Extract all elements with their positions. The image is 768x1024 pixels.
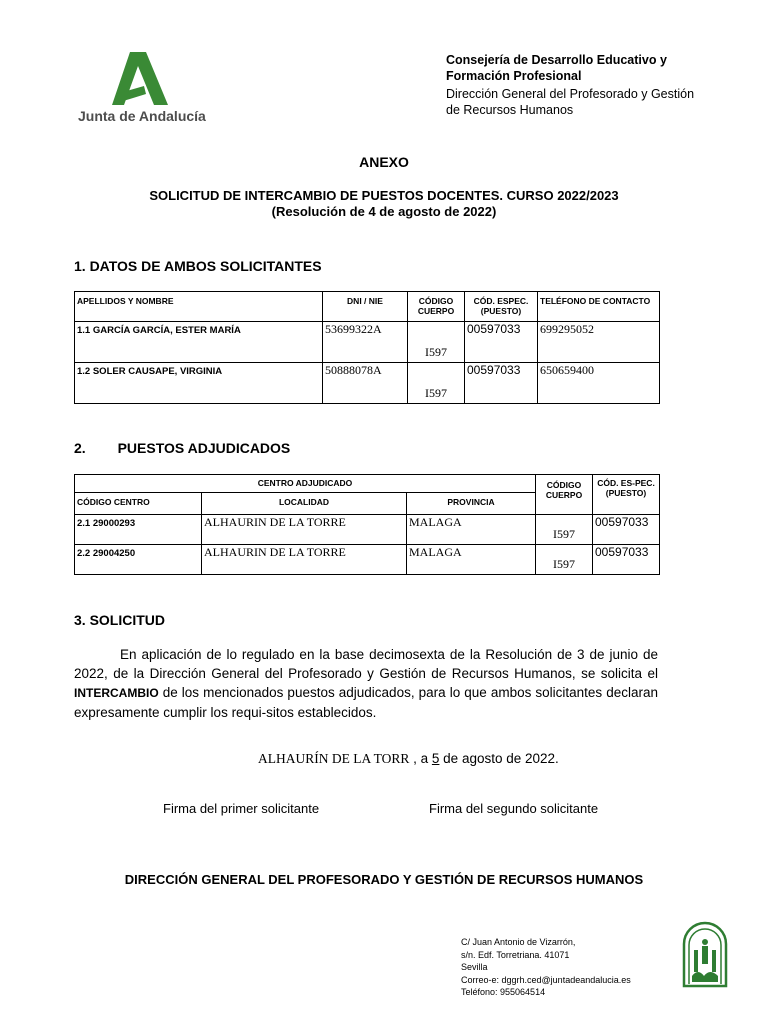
centre-cuerpo: I597 [536,515,593,545]
applicant-cuerpo: I597 [408,322,465,363]
applicant-dni: 53699322A [323,322,408,363]
centre-province: MALAGA [407,515,536,545]
col-header: PROVINCIA [407,493,536,515]
section2-title: PUESTOS ADJUDICADOS [117,440,291,456]
annex-title: ANEXO [359,154,409,170]
first-signature-label: Firma del primer solicitante [163,801,320,816]
centre-locality: ALHAURIN DE LA TORRE [202,515,407,545]
col-header: CÓDIGO CUERPO [536,475,593,515]
centre-cuerpo: I597 [536,545,593,575]
col-header: APELLIDOS Y NOMBRE [75,292,323,322]
org-header [446,52,694,118]
col-header: CÓD. ESPEC. (PUESTO) [465,292,538,322]
applicants-table [74,291,660,404]
org-line2: Formación Profesional [446,69,582,83]
group-header: CENTRO ADJUDICADO [75,475,536,493]
request-text-before: En aplicación de lo regulado en la base decimosexta de la Resolución de 3 de junio de 2022, de la Dirección General del Profesorado y Gestión de Recursos Humanos, se solicita el [74,647,658,681]
table-row [75,545,660,575]
col-header: TELÉFONO DE CONTACTO [538,292,660,322]
andalucia-seal-icon [680,920,730,988]
address-line: Sevilla [461,962,488,972]
table-row [75,363,660,404]
section2-heading [74,440,290,456]
table-header-row [75,475,660,493]
col-header: LOCALIDAD [202,493,407,515]
logo-text: Junta de Andalucía [78,108,206,124]
applicant-phone: 699295052 [538,322,660,363]
request-title-line2: (Resolución de 4 de agosto de 2022) [271,204,497,219]
table-row [75,515,660,545]
centre-province: MALAGA [407,545,536,575]
request-title [0,188,768,220]
section1-heading: 1. DATOS DE AMBOS SOLICITANTES [74,258,322,274]
centre-locality: ALHAURIN DE LA TORRE [202,545,407,575]
table-row [75,322,660,363]
centre-code: 2.2 29004250 [75,545,202,575]
col-header: CÓDIGO CUERPO [408,292,465,322]
applicant-espec: 00597033 [465,363,538,404]
applicant-cuerpo: I597 [408,363,465,404]
place-name: ALHAURÍN DE LA TORR [258,751,410,766]
centre-espec: 00597033 [593,515,660,545]
second-signature-label: Firma del segundo solicitante [429,801,599,816]
section3-heading: 3. SOLICITUD [74,612,166,628]
centre-espec: 00597033 [593,545,660,575]
dept-line1: Dirección General del Profesorado y Gestión [446,87,695,101]
positions-table [74,474,660,575]
address-line: Teléfono: 955064514 [461,987,546,997]
address-line: Correo-e: dggrh.ced@juntadeandalucia.es [461,974,631,985]
centre-code: 2.1 29000293 [75,515,202,545]
request-paragraph [74,645,658,722]
date-day: 5 [431,751,440,766]
request-text-bold: INTERCAMBIO [74,686,159,700]
table-header-row [75,292,660,322]
address-line: C/ Juan Antonio de Vizarrón, [461,937,576,947]
org-line1: Consejería de Desarrollo Educativo y [446,53,667,67]
col-header: DNI / NIE [323,292,408,322]
date-rest: de agosto de 2022. [439,751,559,766]
applicant-phone: 650659400 [538,363,660,404]
applicant-espec: 00597033 [465,322,538,363]
request-text-after: de los mencionados puestos adjudicados, para lo que ambos solicitantes declaran expresamente cumplir los requi-sitos establecidos. [74,685,658,720]
footer-address [461,936,631,999]
address-line: s/n. Edf. Torretriana. 41071 [461,949,570,960]
applicant-name: 1.1 GARCÍA GARCÍA, ESTER MARÍA [75,322,323,363]
junta-andalucia-logo-icon [110,52,170,106]
request-title-line1: SOLICITUD DE INTERCAMBIO DE PUESTOS DOCENTES. CURSO 2022/2023 [149,188,619,203]
applicant-name: 1.2 SOLER CAUSAPE, VIRGINIA [75,363,323,404]
col-header: CÓD. ES-PEC. (PUESTO) [593,475,660,515]
section2-number: 2. [74,440,86,456]
col-header: CÓDIGO CENTRO [75,493,202,515]
footer-title: DIRECCIÓN GENERAL DEL PROFESORADO Y GESTIÓN DE RECURSOS HUMANOS [124,872,644,887]
dept-line2: de Recursos Humanos [446,103,574,117]
applicant-dni: 50888078A [323,363,408,404]
place-date [258,751,559,767]
place-sep: , a [409,751,432,766]
